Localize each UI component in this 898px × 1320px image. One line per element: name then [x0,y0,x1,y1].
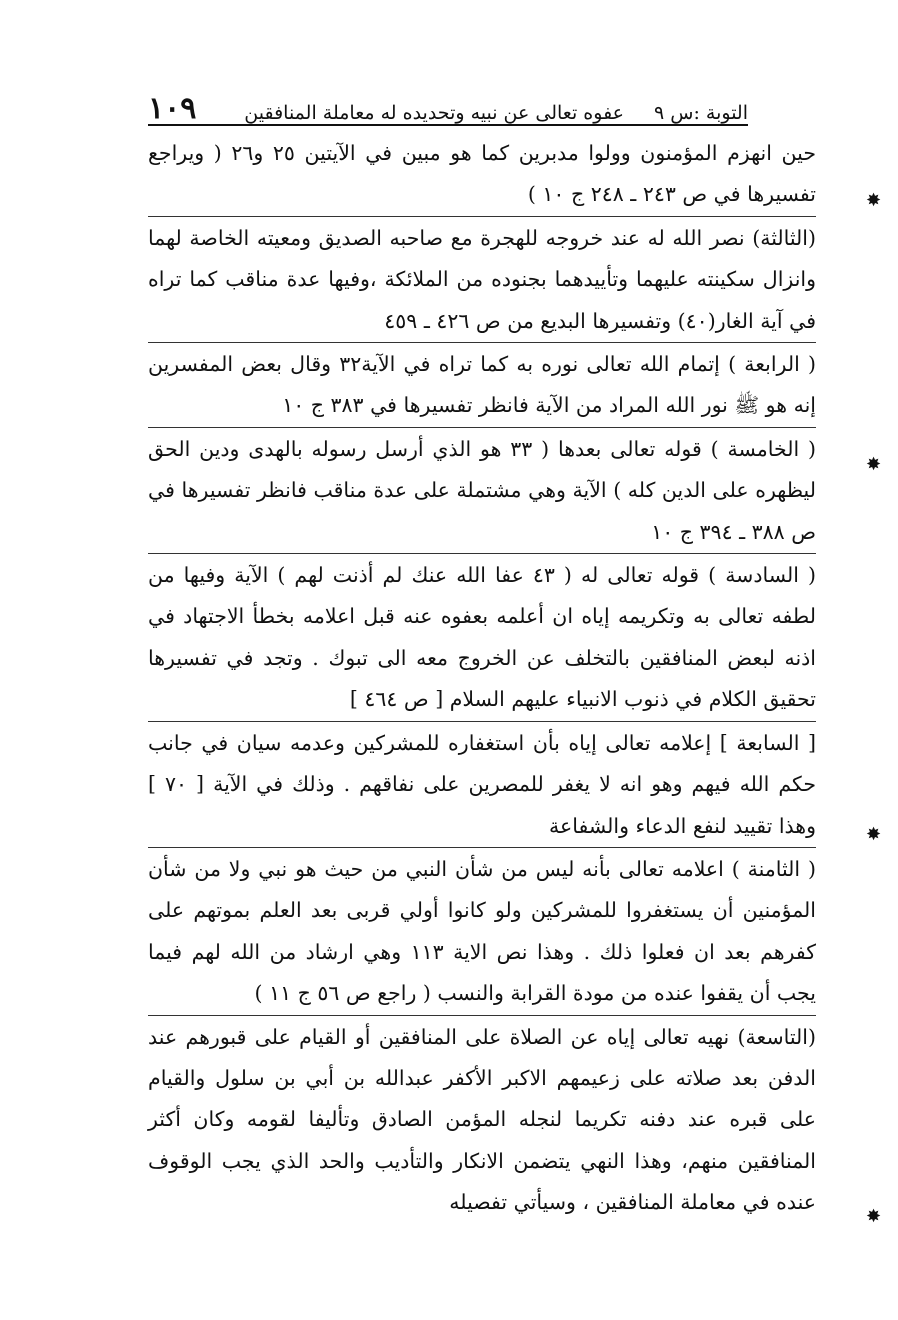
paragraph-fifth: ( الخامسة ) قوله تعالى بعدها ( ٣٣ هو الذي أرسل رسوله بالهدى ودين الحق ليظهره على الدين كله ) الآية وهي مشتملة على عدة مناقب فانظر تفسيرها في ص ٣٨٨ ـ ٣٩٤ ج ١٠ [148,427,816,553]
paragraph-sixth: ( السادسة ) قوله تعالى له ( ٤٣ عفا الله عنك لم أذنت لهم ) الآية وفيها من لطفه تعالى به وتكريمه إياه ان أعلمه بعفوه عنه قبل اعلامه بخطأ الاجتهاد في اذنه لبعض المنافقين بالتخلف عن الخروج معه الى تبوك . وتجد في تفسيرها تحقيق الكلام في ذنوب الانبياء عليهم السلام [ ص ٤٦٤ ] [148,553,816,721]
header-title: عفوه تعالى عن نبيه وتحديده له معاملة المنافقين [244,102,625,124]
paragraph-fourth: ( الرابعة ) إتمام الله تعالى نوره به كما تراه في الآية٣٢ وقال بعض المفسرين إنه هو ﷺ نور الله المراد من الآية فانظر تفسيرها في ٣٨٣ ج ١٠ [148,342,816,427]
paragraph-eighth: ( الثامنة ) اعلامه تعالى بأنه ليس من شأن النبي من حيث هو نبي ولا من شأن المؤمنين أن يستغفروا للمشركين ولو كانوا أولي قربى بعد العلم بموتهم على كفرهم بعد ان فعلوا ذلك . وهذا نص الاية ١١٣ وهي ارشاد من الله لهم فيما يجب أن يقفوا عنده من مودة القرابة والنسب ( راجع ص ٥٦ ج ١١ ) [148,847,816,1015]
margin-mark-icon: ✸ [866,454,882,475]
paragraph-seventh: [ السابعة ] إعلامه تعالى إياه بأن استغفاره للمشركين وعدمه سيان في جانب حكم الله فيهم وهو انه لا يغفر للمصرين على نفاقهم . وذلك في الآية [ ٧٠ ] وهذا تقييد لنفع الدعاء والشفاعة [148,721,816,847]
surah-reference: التوبة :س ٩ [654,102,748,124]
paragraph-third: (الثالثة) نصر الله له عند خروجه للهجرة مع صاحبه الصديق ومعيته الخاصة لهما وانزال سكينته عليهما وتأييدهما بجنوده من الملائكة ،وفيها عدة مناقب كما تراه في آية الغار(٤٠) وتفسيرها البديع من ص ٤٢٦ ـ ٤٥٩ [148,216,816,342]
margin-mark-icon: ✸ [866,1206,882,1227]
page-number: ١٠٩ [148,91,197,126]
paragraph-1: حين انهزم المؤمنون وولوا مدبرين كما هو مبين في الآيتين ٢٥ و٢٦ ( ويراجع تفسيرها في ص ٢٤٣ ـ ٢٤٨ ج ١٠ ) [148,141,816,207]
margin-mark-icon: ✸ [866,190,882,211]
running-header [148,82,748,126]
paragraph-ninth: (التاسعة) نهيه تعالى إياه عن الصلاة على المنافقين أو القيام على قبورهم عند الدفن بعد صلاته على زعيمهم الاكبر الأكفر عبدالله بن أبي بن سلول والقيام على قبره عند دفنه تكريما لنجله المؤمن الصادق وتأليفا لقومه وكان أكثر المنافقين منهم، وهذا النهي يتضمن الانكار والتأديب والحد الذي يجب الوقوف عنده في معاملة المنافقين ، وسيأتي تفصيله [148,1015,816,1224]
page-body [148,132,816,1224]
margin-mark-icon: ✸ [866,824,882,845]
